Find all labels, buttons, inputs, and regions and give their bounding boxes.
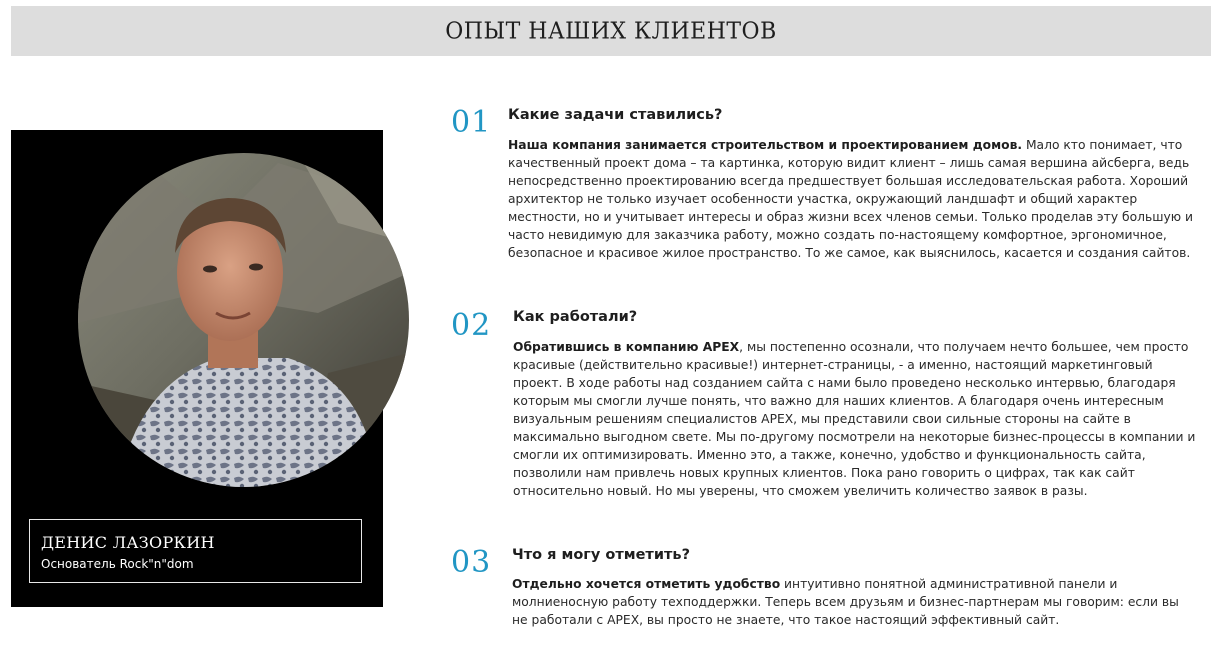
client-role: Основатель Rock"n"dom — [41, 557, 194, 571]
item-number: 02 — [451, 308, 492, 343]
person-photo-icon — [78, 153, 409, 487]
client-name-box — [29, 519, 362, 583]
client-name: ДЕНИС ЛАЗОРКИН — [41, 533, 215, 552]
section-header — [11, 6, 1211, 56]
item-text — [508, 136, 1212, 262]
item-body: интуитивно понятной административной панели и молниеносную работу техподдержки. Теперь всем друзьям и бизнес-партнерам мы говорим: если вы не работали с APEX, вы просто не знаете, что такое настоящий эффективный сайт. — [512, 577, 1179, 627]
item-body: , мы постепенно осознали, что получаем нечто большее, чем просто красивые (действительно красивые!) интернет-страницы, - а именно, настоящий маркетинговый проект. В ходе работы над созданием сайта с нами было проведено несколько интервью, благодаря которым мы смогли лучше понять, что важно для наших клиентов. А благодаря очень интересным визуальным решениям специалистов APEX, мы представили свои сильные стороны на сайте в максимально выгодном свете. Мы по-другому посмотрели на некоторые бизнес-процессы в компании и смогли их оптимизировать. Именно это, а также, конечно, удобство и функциональность сайта, позволили нам привлечь новых крупных клиентов. Пока рано говорить о цифрах, так как сайт относительно новый. Но мы уверены, что сможем увеличить количество заявок в разы. — [513, 340, 1196, 498]
client-profile-card — [11, 130, 383, 607]
section-title: ОПЫТ НАШИХ КЛИЕНТОВ — [445, 17, 777, 45]
item-lead: Наша компания занимается строительством и проектированием домов. — [508, 138, 1023, 152]
item-question: Какие задачи ставились? — [508, 107, 723, 123]
item-lead: Обратившись в компанию APEX — [513, 340, 740, 354]
item-number: 01 — [451, 105, 492, 140]
item-question: Как работали? — [513, 309, 638, 325]
item-lead: Отдельно хочется отметить удобство — [512, 577, 781, 591]
item-number: 03 — [451, 545, 492, 580]
item-question: Что я могу отметить? — [512, 547, 690, 563]
item-text — [512, 575, 1184, 629]
item-body: Мало кто понимает, что качественный проект дома – та картинка, которую видит клиент – лишь самая вершина айсберга, ведь непосредственно проектированию всегда предшествует большая исследовательская работа. Хороший архитектор не только изучает особенности участка, окружающий ландшафт и общий характер местности, но и учитывает интересы и образ жизни всех членов семьи. Только проделав эту большую и часто невидимую для заказчика работу, можно создать по-настоящему комфортное, эргономичное, безопасное и красивое жилое пространство. То же самое, как выяснилось, касается и создания сайтов. — [508, 138, 1194, 260]
client-photo — [78, 153, 409, 487]
item-text — [513, 338, 1198, 500]
